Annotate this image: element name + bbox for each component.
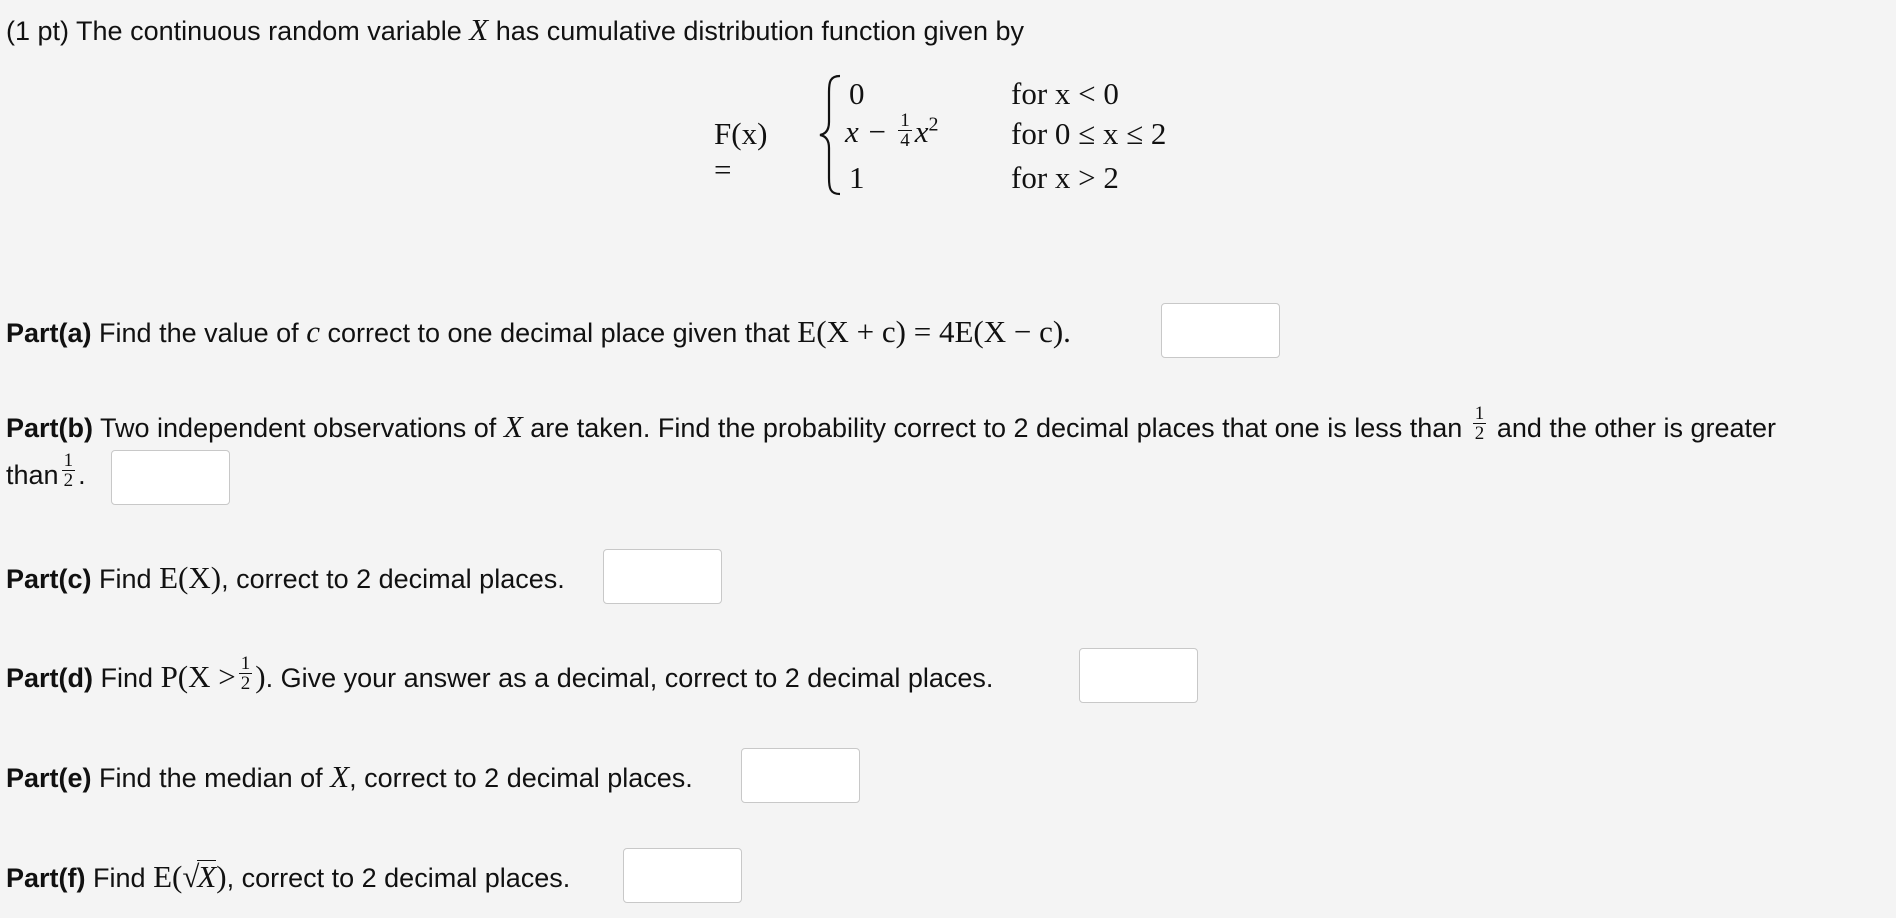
part-d-answer-input[interactable] — [1079, 648, 1198, 703]
formula-lhs: F(x) = — [714, 116, 768, 187]
case-row-1-condition: for x < 0 — [1011, 76, 1119, 111]
part-d-fraction: $\frac{1}{2}$ — [240, 653, 251, 695]
case-row-3-condition: for x > 2 — [1011, 160, 1119, 195]
part-f-label: Part(f) — [6, 863, 86, 893]
intro-text-b: has cumulative distribution function given by — [495, 16, 1025, 46]
part-a-equation: E(X + c) = 4E(X − c). — [797, 314, 1071, 349]
part-c-label: Part(c) — [6, 564, 92, 594]
part-f-answer-input[interactable] — [623, 848, 742, 903]
part-b: Part(b) Two independent observations of X are taken. Find the probability correct to 2 decimal places that one is less than $\frac{1}{2}$ and the other is greater — [6, 403, 1776, 445]
part-e: Part(e) Find the median of X, correct to 2 decimal places. — [6, 759, 693, 794]
intro-text — [6, 14, 1024, 45]
part-d: Part(d) Find P(X > $\frac{1}{2}$ ). Give your answer as a decimal, correct to 2 decimal places. — [6, 653, 994, 695]
part-a-answer-input[interactable] — [1161, 303, 1280, 358]
part-b-answer-input[interactable] — [111, 450, 230, 505]
part-e-label: Part(e) — [6, 763, 92, 793]
sqrt-icon: √ — [182, 859, 200, 894]
intro-text-a: The continuous random variable — [76, 16, 462, 46]
part-c: Part(c) Find E(X), correct to 2 decimal places. — [6, 560, 565, 595]
part-b-label: Part(b) — [6, 413, 93, 443]
intro-variable: X — [469, 12, 489, 47]
case-row-1-value: 0 — [849, 76, 865, 111]
part-c-answer-input[interactable] — [603, 549, 722, 604]
part-b-fraction-2: $\frac{1}{2}$ — [63, 450, 74, 492]
case-row-3-value: 1 — [849, 160, 865, 195]
part-b-fraction: $\frac{1}{2}$ — [1474, 403, 1485, 445]
part-a: Part(a) Find the value of c correct to one decimal place given that E(X + c) = 4E(X − c). — [6, 314, 1071, 349]
part-e-answer-input[interactable] — [741, 748, 860, 803]
part-a-label: Part(a) — [6, 318, 92, 348]
part-d-label: Part(d) — [6, 663, 93, 693]
part-f: Part(f) Find E(√X), correct to 2 decimal places. — [6, 859, 571, 894]
case-row-2-condition: for 0 ≤ x ≤ 2 — [1011, 116, 1167, 151]
left-brace-icon — [818, 74, 844, 196]
points-label: (1 pt) — [6, 16, 70, 46]
part-b-line-2: than $\frac{1}{2}$ . — [6, 450, 86, 492]
case-row-2-value: x − $\frac{1}{4}$ $x^2$ — [845, 110, 939, 152]
